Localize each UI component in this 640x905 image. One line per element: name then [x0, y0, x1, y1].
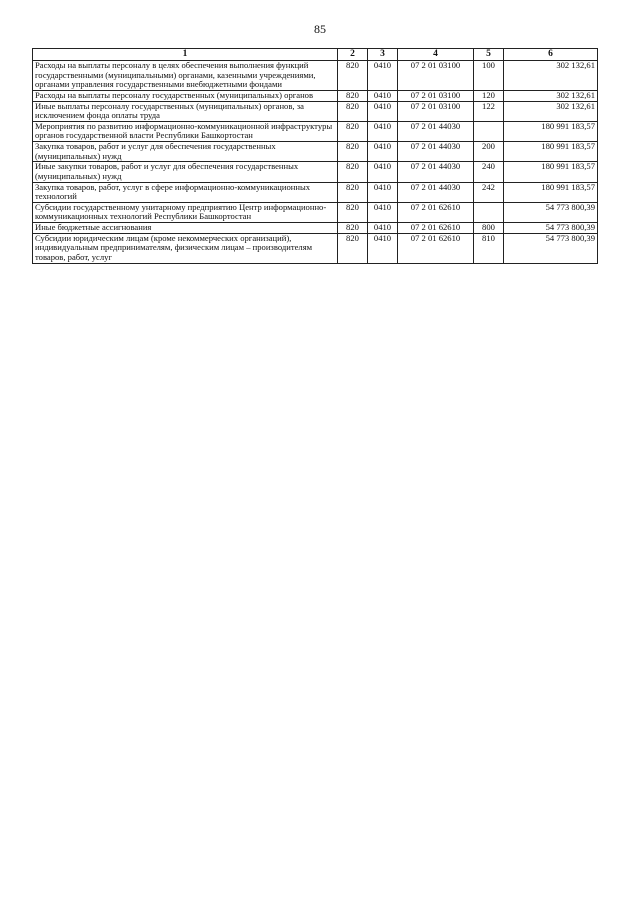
- row-description: Мероприятия по развитию информационно-коммуникационной инфраструктуры органов государственной власти Республики Башкортостан: [33, 121, 338, 141]
- column-header: 5: [474, 49, 504, 61]
- cell-section-code: 0410: [368, 142, 398, 162]
- column-header: 1: [33, 49, 338, 61]
- table-row: [33, 121, 598, 141]
- column-header: 3: [368, 49, 398, 61]
- cell-ministry-code: 820: [338, 101, 368, 121]
- cell-target-article: 07 2 01 03100: [398, 90, 474, 101]
- cell-ministry-code: 820: [338, 223, 368, 234]
- cell-expense-type: [474, 121, 504, 141]
- column-header: 4: [398, 49, 474, 61]
- table-header-row: [33, 49, 598, 61]
- cell-target-article: 07 2 01 44030: [398, 142, 474, 162]
- cell-section-code: 0410: [368, 182, 398, 202]
- cell-section-code: 0410: [368, 90, 398, 101]
- cell-expense-type: 200: [474, 142, 504, 162]
- budget-table: [32, 48, 598, 264]
- cell-expense-type: 240: [474, 162, 504, 182]
- cell-ministry-code: 820: [338, 182, 368, 202]
- cell-target-article: 07 2 01 03100: [398, 61, 474, 91]
- cell-expense-type: 242: [474, 182, 504, 202]
- cell-amount: 302 132,61: [504, 90, 598, 101]
- row-description: Закупка товаров, работ, услуг в сфере информационно-коммуникационных технологий: [33, 182, 338, 202]
- cell-target-article: 07 2 01 03100: [398, 101, 474, 121]
- cell-ministry-code: 820: [338, 142, 368, 162]
- cell-amount: 54 773 800,39: [504, 223, 598, 234]
- row-description: Расходы на выплаты персоналу в целях обеспечения выполнения функций государственными (муниципальными) органами, казенными учреждениями, органами управления государственными внебюджетными фондами: [33, 61, 338, 91]
- cell-amount: 54 773 800,39: [504, 202, 598, 222]
- cell-expense-type: 810: [474, 233, 504, 263]
- table-row: [33, 233, 598, 263]
- row-description: Закупка товаров, работ и услуг для обеспечения государственных (муниципальных) нужд: [33, 142, 338, 162]
- cell-expense-type: 122: [474, 101, 504, 121]
- cell-section-code: 0410: [368, 121, 398, 141]
- table-row: [33, 101, 598, 121]
- cell-section-code: 0410: [368, 162, 398, 182]
- cell-target-article: 07 2 01 62610: [398, 202, 474, 222]
- cell-expense-type: [474, 202, 504, 222]
- cell-target-article: 07 2 01 62610: [398, 233, 474, 263]
- cell-ministry-code: 820: [338, 121, 368, 141]
- cell-amount: 302 132,61: [504, 101, 598, 121]
- cell-section-code: 0410: [368, 202, 398, 222]
- row-description: Иные бюджетные ассигнования: [33, 223, 338, 234]
- row-description: Иные закупки товаров, работ и услуг для обеспечения государственных (муниципальных) нужд: [33, 162, 338, 182]
- table-row: [33, 162, 598, 182]
- cell-amount: 180 991 183,57: [504, 182, 598, 202]
- cell-amount: 302 132,61: [504, 61, 598, 91]
- cell-ministry-code: 820: [338, 202, 368, 222]
- cell-amount: 54 773 800,39: [504, 233, 598, 263]
- cell-target-article: 07 2 01 44030: [398, 162, 474, 182]
- cell-ministry-code: 820: [338, 61, 368, 91]
- page-number: 85: [314, 22, 326, 36]
- cell-amount: 180 991 183,57: [504, 162, 598, 182]
- cell-section-code: 0410: [368, 233, 398, 263]
- table-row: [33, 223, 598, 234]
- cell-amount: 180 991 183,57: [504, 142, 598, 162]
- cell-ministry-code: 820: [338, 233, 368, 263]
- table-row: [33, 61, 598, 91]
- cell-target-article: 07 2 01 44030: [398, 121, 474, 141]
- cell-ministry-code: 820: [338, 162, 368, 182]
- cell-amount: 180 991 183,57: [504, 121, 598, 141]
- table-row: [33, 142, 598, 162]
- row-description: Субсидии юридическим лицам (кроме некоммерческих организаций), индивидуальным предпринимателям, физическим лицам – производителям товаров, работ, услуг: [33, 233, 338, 263]
- cell-ministry-code: 820: [338, 90, 368, 101]
- column-header: 2: [338, 49, 368, 61]
- row-description: Расходы на выплаты персоналу государственных (муниципальных) органов: [33, 90, 338, 101]
- table-row: [33, 90, 598, 101]
- column-header: 6: [504, 49, 598, 61]
- cell-expense-type: 100: [474, 61, 504, 91]
- table-row: [33, 202, 598, 222]
- row-description: Субсидии государственному унитарному предприятию Центр информационно-коммуникационных технологий Республики Башкортостан: [33, 202, 338, 222]
- cell-section-code: 0410: [368, 61, 398, 91]
- cell-target-article: 07 2 01 44030: [398, 182, 474, 202]
- table-row: [33, 182, 598, 202]
- cell-expense-type: 120: [474, 90, 504, 101]
- row-description: Иные выплаты персоналу государственных (муниципальных) органов, за исключением фонда оплаты труда: [33, 101, 338, 121]
- cell-section-code: 0410: [368, 223, 398, 234]
- cell-section-code: 0410: [368, 101, 398, 121]
- cell-expense-type: 800: [474, 223, 504, 234]
- cell-target-article: 07 2 01 62610: [398, 223, 474, 234]
